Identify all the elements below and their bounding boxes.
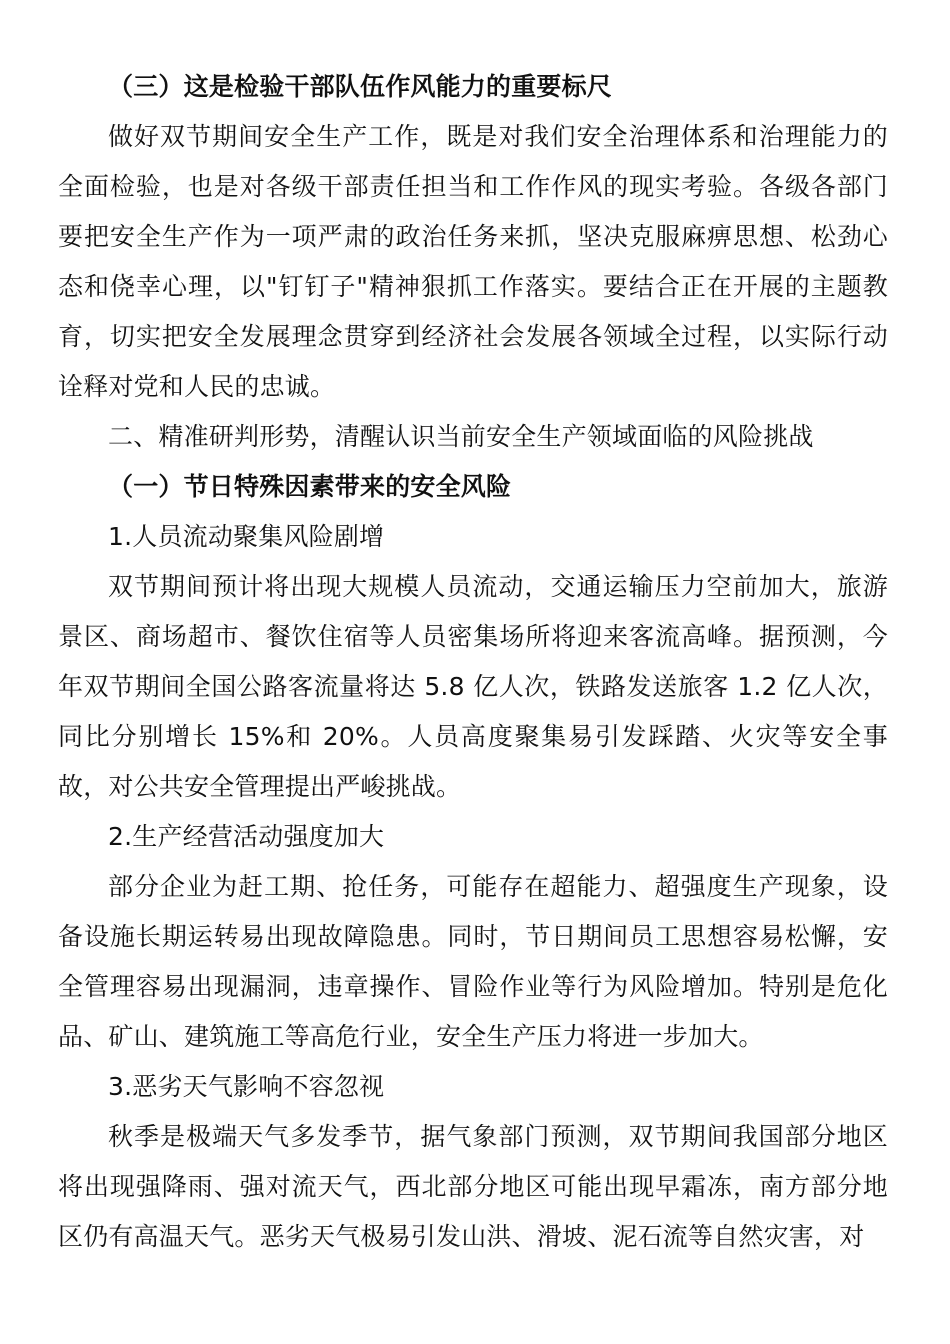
- body-paragraph: 做好双节期间安全生产工作，既是对我们安全治理体系和治理能力的全面检验，也是对各级干部责任担当和工作作风的现实考验。各级各部门要把安全生产作为一项严肃的政治任务来抓，坚决克服麻痹思想、松劲心态和侥幸心理，以"钉钉子"精神狠抓工作落实。要结合正在开展的主题教育，切实把安全发展理念贯穿到经济社会发展各领域全过程，以实际行动诠释对党和人民的忠诚。: [58, 122, 888, 401]
- document-body: [58, 62, 888, 1262]
- numbered-subheading-1: 1.人员流动聚集风险剧增: [108, 522, 385, 551]
- body-paragraph: 双节期间预计将出现大规模人员流动，交通运输压力空前加大，旅游景区、商场超市、餐饮住宿等人员密集场所将迎来客流高峰。据预测，今年双节期间全国公路客流量将达 5.8 亿人次，铁路发送旅客 1.2 亿人次，同比分别增长 15%和 20%。人员高度聚集易引发踩踏、火灾等安全事故，对公共安全管理提出严峻挑战。: [58, 572, 888, 801]
- subsection-heading-3: （三）这是检验干部队伍作风能力的重要标尺: [108, 72, 613, 101]
- numbered-subheading-3: 3.恶劣天气影响不容忽视: [108, 1072, 385, 1101]
- section-heading-2: 二、精准研判形势，清醒认识当前安全生产领域面临的风险挑战: [108, 422, 814, 451]
- body-paragraph: 秋季是极端天气多发季节，据气象部门预测，双节期间我国部分地区将出现强降雨、强对流天气，西北部分地区可能出现早霜冻，南方部分地区仍有高温天气。恶劣天气极易引发山洪、滑坡、泥石流等自然灾害，对: [58, 1122, 888, 1251]
- body-paragraph: 部分企业为赶工期、抢任务，可能存在超能力、超强度生产现象，设备设施长期运转易出现故障隐患。同时，节日期间员工思想容易松懈，安全管理容易出现漏洞，违章操作、冒险作业等行为风险增加。特别是危化品、矿山、建筑施工等高危行业，安全生产压力将进一步加大。: [58, 872, 888, 1051]
- numbered-subheading-2: 2.生产经营活动强度加大: [108, 822, 385, 851]
- subsection-heading-1: （一）节日特殊因素带来的安全风险: [108, 472, 512, 501]
